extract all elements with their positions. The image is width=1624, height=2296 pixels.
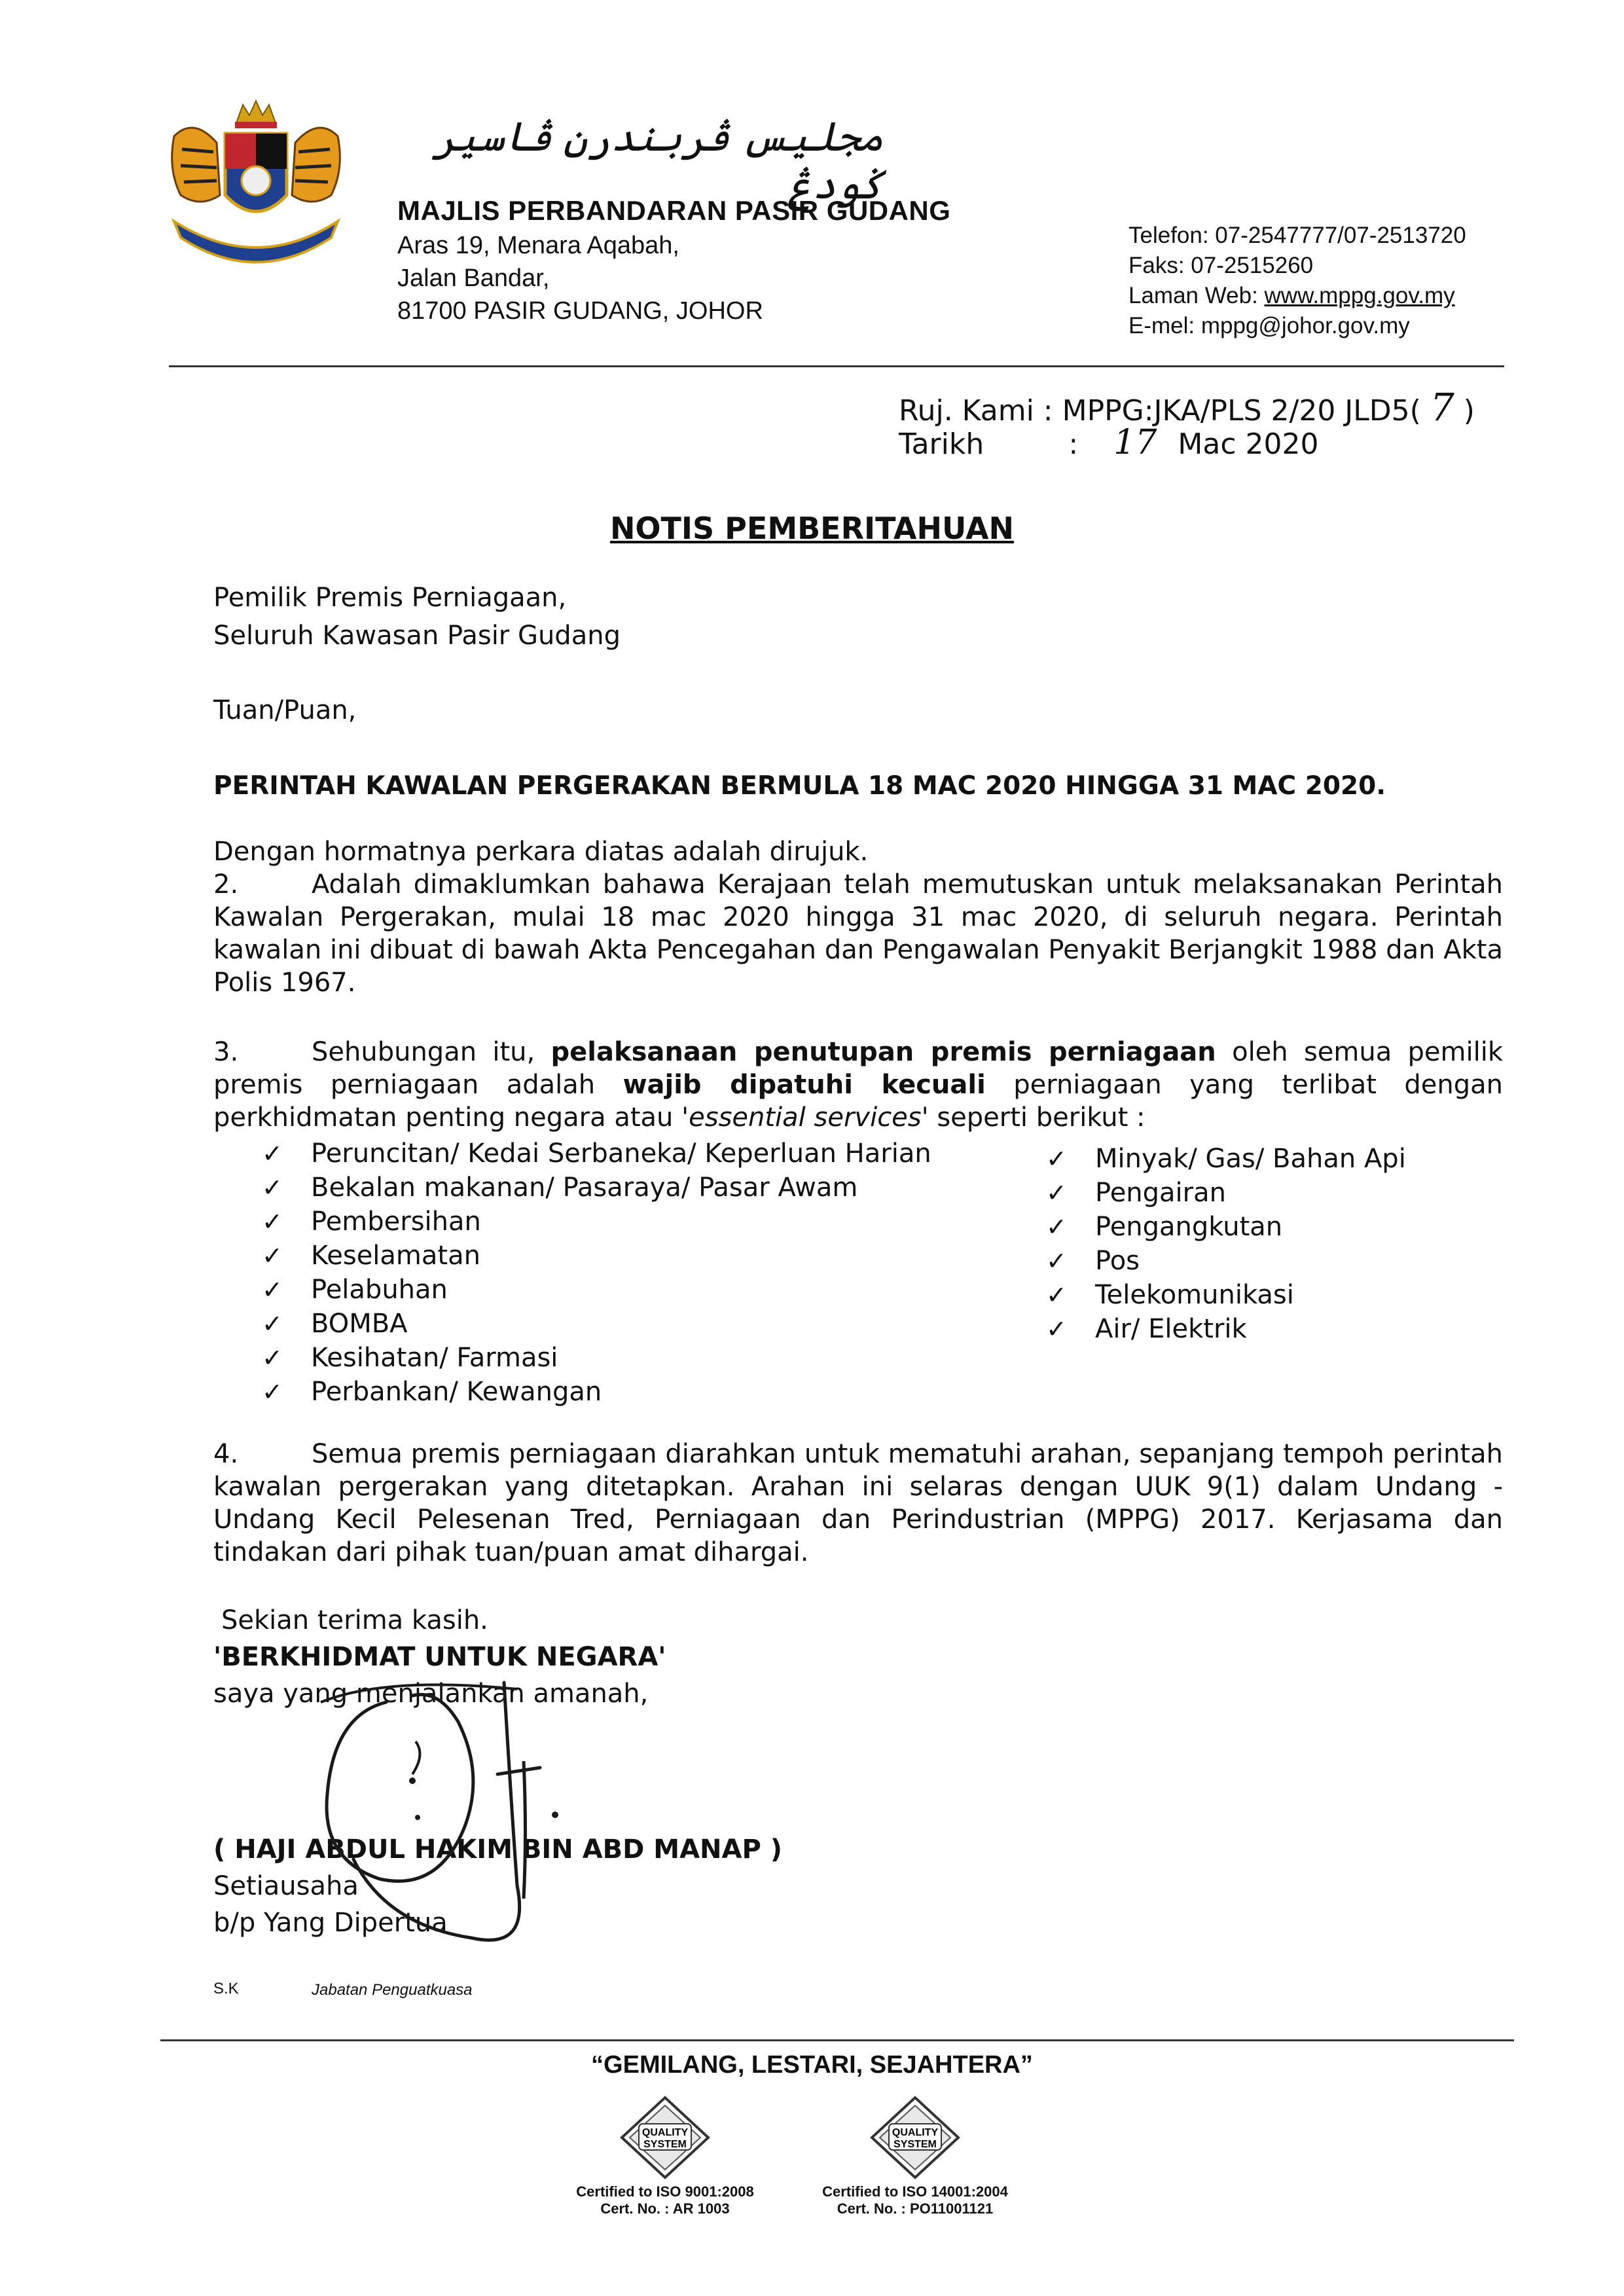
notice-title: NOTIS PEMBERITAHUAN: [609, 511, 1015, 546]
cc-department: Jabatan Penguatkuasa: [312, 1981, 473, 1999]
org-name: MAJLIS PERBANDARAN PASIR GUDANG: [397, 195, 951, 226]
check-icon: ✓: [262, 1377, 283, 1406]
check-icon: ✓: [1046, 1212, 1067, 1241]
web-label: Laman Web:: [1128, 283, 1265, 308]
paragraph-3-bold-2: wajib dipatuhi kecuali: [623, 1070, 986, 1100]
check-icon: ✓: [262, 1173, 283, 1202]
service-item: ✓ Air/ Elektrik: [1046, 1314, 1247, 1344]
check-icon: ✓: [1046, 1315, 1067, 1343]
services-list-left: [262, 1137, 931, 1409]
date-day-handwritten: 17: [1113, 423, 1157, 462]
subject-line: PERINTAH KAWALAN PERGERAKAN BERMULA 18 MAC 2020 HINGGA 31 MAC 2020.: [213, 771, 1386, 801]
recipient-line-1: Pemilik Premis Perniagaan,: [213, 583, 567, 613]
service-item: ✓ Bekalan makanan/ Pasaraya/ Pasar Awam: [262, 1173, 858, 1203]
paragraph-3-text-2: oleh semua pemilik premis perniagaan adalah: [213, 1037, 1504, 1100]
check-icon: ✓: [262, 1207, 283, 1236]
service-item: ✓ Peruncitan/ Kedai Serbaneka/ Keperluan Harian: [262, 1139, 931, 1169]
paragraph-2-number: 2.: [213, 869, 239, 900]
contact-email: E-mel: mppg@johor.gov.my: [1128, 313, 1410, 338]
date-line: Tarikh : 17 Mac 2020: [899, 423, 1319, 462]
paragraph-4-text: Semua premis perniagaan diarahkan untuk mematuhi arahan, sepanjang tempoh perintah kawalan pergerakan yang ditetapkan. Arahan ini selaras dengan UUK 9(1) dalam Undang - Undang Kecil Pelesenan Tred, Perniagaan dan Perindustrian (MPPG) 2017. Kerjasama dan tindakan dari pihak tuan/puan amat dihargai.: [213, 1439, 1503, 1567]
closing-motto: 'BERKHIDMAT UNTUK NEGARA': [213, 1642, 666, 1672]
cert-line-1: Certified to ISO 9001:2008: [576, 2183, 754, 2200]
service-item: ✓ Pos: [1046, 1246, 1140, 1276]
crest-logo: [154, 97, 357, 270]
paragraph-3-text-1: Sehubungan itu,: [312, 1037, 551, 1067]
paragraph-3-bold-1: pelaksanaan penutupan premis perniagaan: [550, 1037, 1216, 1067]
paragraph-4-number: 4.: [213, 1439, 239, 1469]
closing-thanks: Sekian terima kasih.: [221, 1605, 488, 1635]
badge-text-2: SYSTEM: [643, 2139, 687, 2150]
quality-system-icon: [869, 2095, 961, 2180]
check-icon: ✓: [1046, 1281, 1067, 1309]
footer-divider: [160, 2039, 1514, 2041]
ref-number-handwritten: 7: [1430, 385, 1454, 429]
paragraph-3-italic: 'essential services': [681, 1102, 929, 1133]
service-item: ✓ Pengangkutan: [1046, 1212, 1283, 1242]
service-item: ✓ Keselamatan: [262, 1241, 480, 1271]
service-item: ✓ Pembersihan: [262, 1207, 481, 1237]
paragraph-3-number: 3.: [213, 1037, 239, 1067]
paragraph-3: [213, 1036, 1503, 1134]
paragraph-1: Dengan hormatnya perkara diatas adalah dirujuk.: [213, 837, 869, 867]
check-icon: ✓: [262, 1343, 283, 1372]
paragraph-3-text-4: seperti berikut :: [928, 1102, 1146, 1133]
signatory-on-behalf: b/p Yang Dipertua: [213, 1908, 448, 1938]
paragraph-2: [213, 868, 1503, 999]
cert-line-2: Cert. No. : AR 1003: [600, 2200, 730, 2217]
closing-trust: saya yang menjalankan amanah,: [213, 1679, 649, 1709]
contact-fax: Faks: 07-2515260: [1128, 253, 1314, 278]
ref-label: Ruj. Kami: [899, 394, 1034, 428]
ref-close: ): [1463, 394, 1475, 428]
check-icon: ✓: [262, 1241, 283, 1270]
cert-badge-iso14001: [791, 2095, 1039, 2217]
date-label: Tarikh: [899, 428, 984, 461]
salutation: Tuan/Puan,: [213, 695, 357, 725]
cert-badge-iso9001: [541, 2095, 789, 2217]
check-icon: ✓: [262, 1139, 283, 1168]
address-line-3: 81700 PASIR GUDANG, JOHOR: [397, 297, 763, 325]
signatory-position: Setiausaha: [213, 1871, 359, 1901]
reference-line: Ruj. Kami : MPPG:JKA/PLS 2/20 JLD5( 7 ): [899, 385, 1475, 429]
web-link[interactable]: www.mppg.gov.my: [1264, 283, 1455, 308]
service-item: ✓ Telekomunikasi: [1046, 1280, 1294, 1310]
address-line-2: Jalan Bandar,: [397, 264, 550, 292]
badge-text-1: QUALITY: [892, 2127, 939, 2138]
service-item: ✓ Pelabuhan: [262, 1275, 448, 1305]
paragraph-4: [213, 1438, 1503, 1569]
badge-text-1: QUALITY: [641, 2127, 689, 2138]
org-name-jawi: مجليس ڤربندرن ڤاسير ݢودڠ: [433, 115, 884, 208]
recipient-line-2: Seluruh Kawasan Pasir Gudang: [213, 621, 621, 651]
contact-web: [1128, 283, 1455, 309]
contact-phone: Telefon: 07-2547777/07-2513720: [1128, 223, 1466, 248]
service-item: ✓ Minyak/ Gas/ Bahan Api: [1046, 1144, 1406, 1174]
signatory-name: ( HAJI ABDUL HAKIM BIN ABD MANAP ): [213, 1834, 782, 1865]
check-icon: ✓: [262, 1275, 283, 1304]
header-divider: [169, 365, 1504, 367]
ref-value: MPPG:JKA/PLS 2/20 JLD5(: [1062, 394, 1421, 428]
check-icon: ✓: [262, 1309, 283, 1338]
service-item: ✓ Pengairan: [1046, 1178, 1226, 1208]
check-icon: ✓: [1046, 1247, 1067, 1275]
check-icon: ✓: [1046, 1144, 1067, 1173]
date-rest: Mac 2020: [1178, 428, 1319, 461]
cc-label: S.K: [213, 1980, 239, 1997]
service-item: ✓ BOMBA: [262, 1309, 408, 1339]
service-item: ✓ Kesihatan/ Farmasi: [262, 1343, 558, 1373]
service-item: ✓ Perbankan/ Kewangan: [262, 1377, 602, 1407]
quality-system-icon: [619, 2095, 711, 2180]
paragraph-3-text-3: perniagaan yang terlibat dengan perkhidmatan penting negara atau: [213, 1070, 1503, 1133]
paragraph-2-text: Adalah dimaklumkan bahawa Kerajaan telah memutuskan untuk melaksanakan Perintah Kawalan Pergerakan, mulai 18 mac 2020 hingga 31 mac 2020, di seluruh negara. Perintah kawalan ini dibuat di bawah Akta Pencegahan dan Pengawalan Penyakit Berjangkit 1988 dan Akta Polis 1967.: [213, 869, 1503, 998]
address-line-1: Aras 19, Menara Aqabah,: [397, 232, 679, 259]
footer-motto: “GEMILANG, LESTARI, SEJAHTERA”: [591, 2051, 1033, 2079]
badge-text-2: SYSTEM: [893, 2139, 937, 2150]
signature: [308, 1663, 648, 1977]
cert-line-1: Certified to ISO 14001:2004: [822, 2183, 1008, 2200]
check-icon: ✓: [1046, 1178, 1067, 1207]
cert-line-2: Cert. No. : PO11001121: [837, 2200, 994, 2217]
services-list-right: [1046, 1142, 1406, 1346]
